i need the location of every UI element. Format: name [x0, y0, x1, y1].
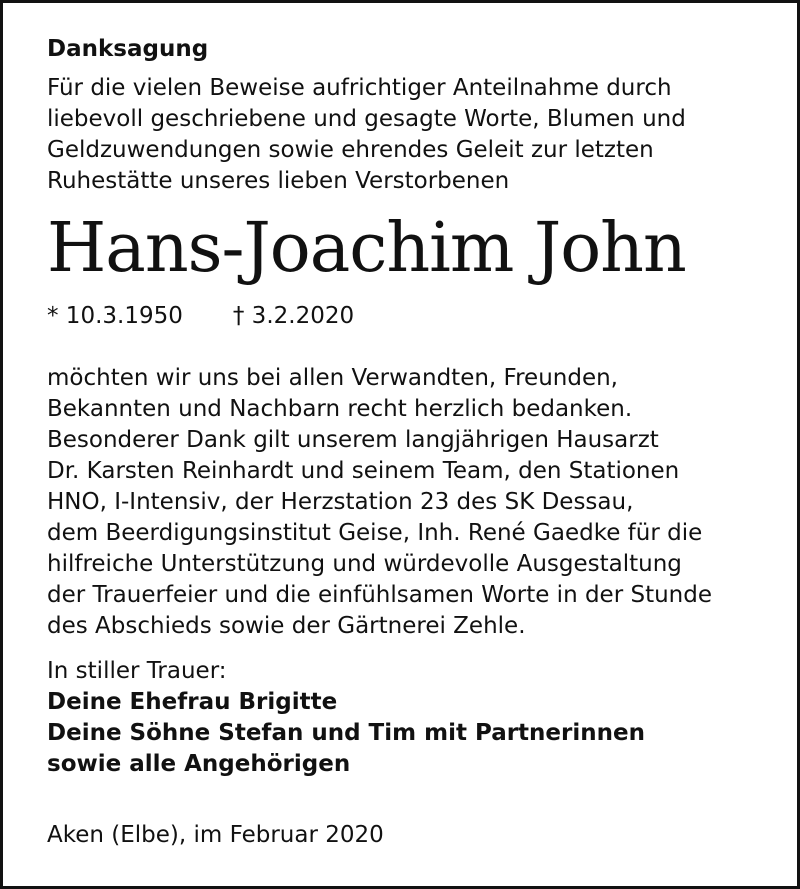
thanks-line: dem Beerdigungsinstitut Geise, Inh. René Gaedke für die	[47, 520, 703, 546]
intro-line: liebevoll geschriebene und gesagte Worte, Blumen und	[47, 106, 686, 132]
thanks-line: HNO, I-Intensiv, der Herzstation 23 des SK Dessau,	[47, 489, 634, 515]
place-date: Aken (Elbe), im Februar 2020	[47, 822, 384, 848]
thanks-line: Dr. Karsten Reinhardt und seinem Team, den Stationen	[47, 458, 680, 484]
thanks-line: der Trauerfeier und die einfühlsamen Worte in der Stunde	[47, 582, 712, 608]
birth-date: * 10.3.1950	[47, 303, 183, 329]
mourner-line: Deine Söhne Stefan und Tim mit Partnerinnen	[47, 720, 645, 746]
mourners-block	[47, 656, 777, 780]
intro-paragraph	[47, 73, 777, 197]
thanks-line: möchten wir uns bei allen Verwandten, Freunden,	[47, 365, 618, 391]
thanks-line: Besonderer Dank gilt unserem langjährigen Hausarzt	[47, 427, 659, 453]
thanks-line: des Abschieds sowie der Gärtnerei Zehle.	[47, 613, 526, 639]
thanks-line: hilfreiche Unterstützung und würdevolle Ausgestaltung	[47, 551, 682, 577]
deceased-name: Hans-Joachim John	[47, 209, 686, 288]
life-dates	[47, 301, 777, 332]
mourner-line: sowie alle Angehörigen	[47, 751, 351, 777]
intro-line: Ruhestätte unseres lieben Verstorbenen	[47, 168, 510, 194]
mourner-line: Deine Ehefrau Brigitte	[47, 689, 338, 715]
intro-line: Für die vielen Beweise aufrichtiger Anteilnahme durch	[47, 75, 672, 101]
notice-content	[47, 33, 777, 851]
mourning-label: In stiller Trauer:	[47, 658, 227, 684]
death-date: † 3.2.2020	[232, 303, 355, 329]
intro-line: Geldzuwendungen sowie ehrendes Geleit zur letzten	[47, 137, 654, 163]
thanks-line: Bekannten und Nachbarn recht herzlich bedanken.	[47, 396, 633, 422]
notice-heading: Danksagung	[47, 36, 209, 62]
thanks-paragraph	[47, 363, 777, 642]
